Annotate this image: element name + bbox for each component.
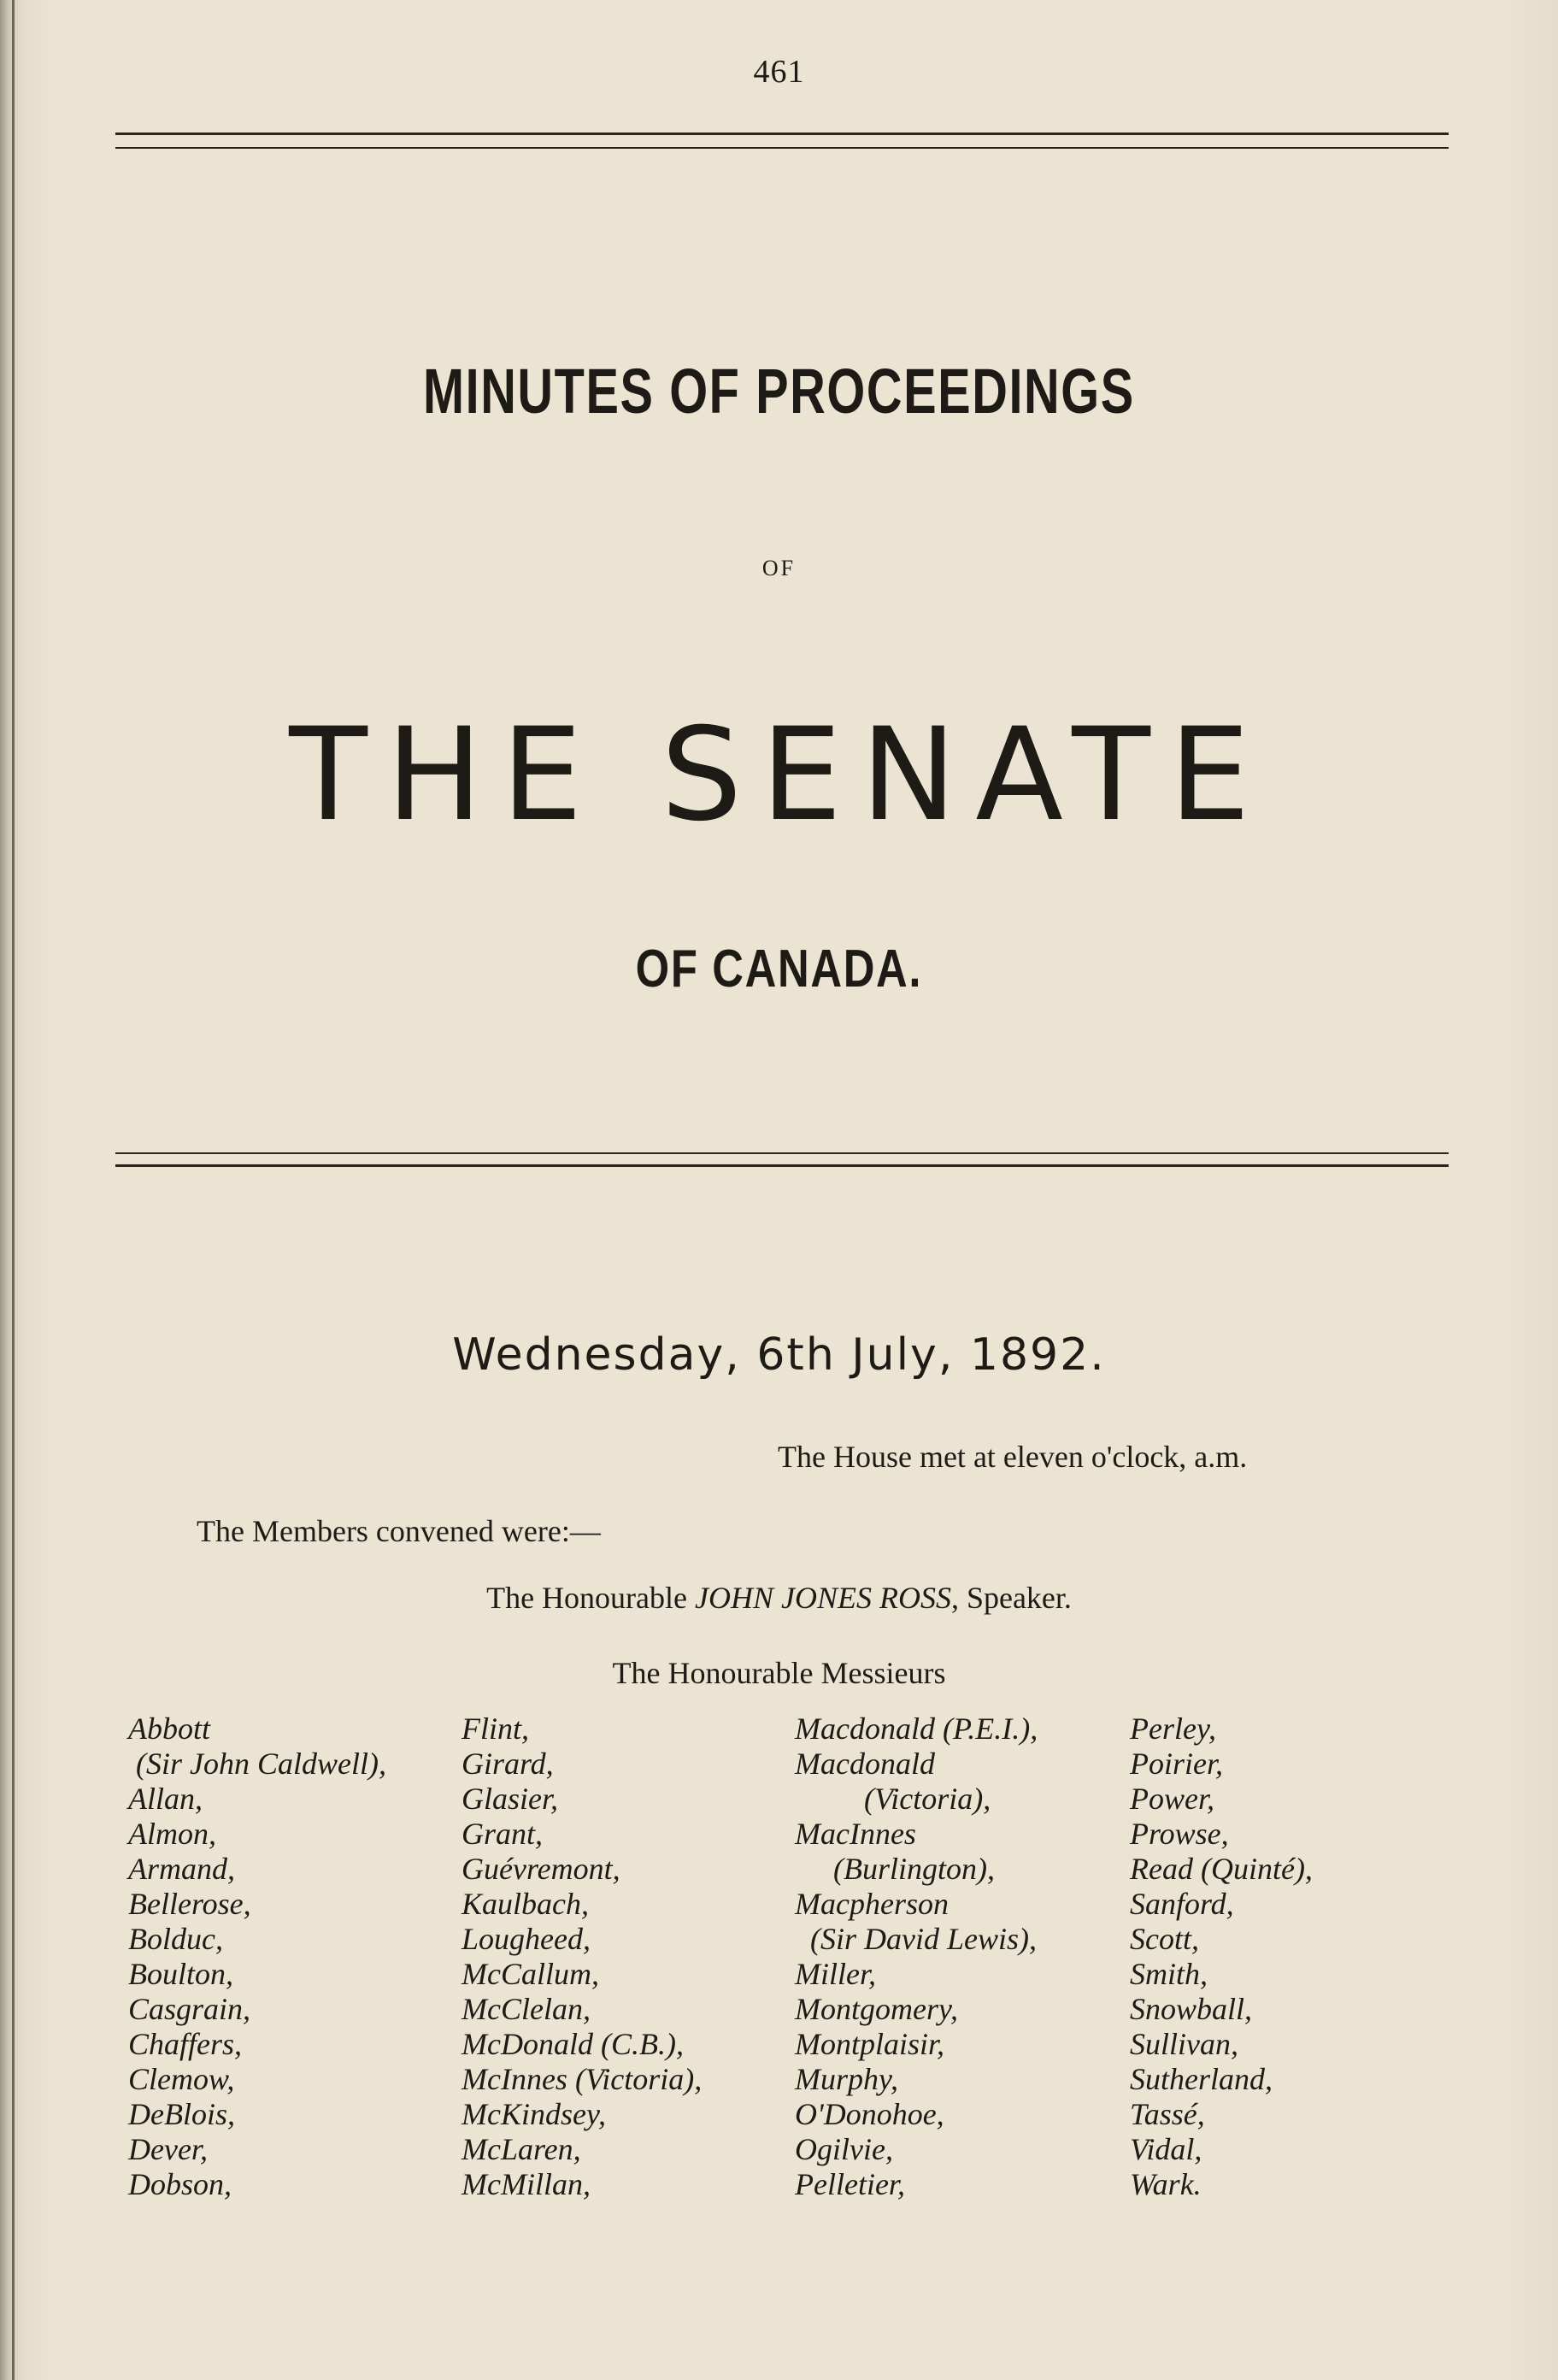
binding-edge <box>12 0 15 2380</box>
member-name: McCallum, <box>462 1957 599 1991</box>
member-name: Perley, <box>1130 1711 1216 1746</box>
member-name: (Burlington), <box>795 1852 995 1886</box>
member-name: Bellerose, <box>128 1887 251 1921</box>
member-name: Chaffers, <box>128 2027 243 2061</box>
member-name: Read (Quinté), <box>1130 1852 1313 1886</box>
honourable-messieurs-label: The Honourable Messieurs <box>612 1656 946 1690</box>
top-rule-thick <box>115 133 1449 135</box>
member-name: DeBlois, <box>128 2097 235 2131</box>
member-name: Allan, <box>128 1782 203 1816</box>
member-name: Snowball, <box>1130 1992 1253 2026</box>
member-name: Murphy, <box>795 2062 898 2096</box>
member-name: Sanford, <box>1130 1887 1234 1921</box>
member-name: McInnes (Victoria), <box>462 2062 703 2096</box>
member-name: Macpherson <box>795 1887 949 1921</box>
member-name: Clemow, <box>128 2062 235 2096</box>
member-name: (Sir David Lewis), <box>795 1922 1037 1956</box>
member-name: McDonald (C.B.), <box>462 2027 684 2061</box>
member-name: Boulton, <box>128 1957 233 1991</box>
member-name: Lougheed, <box>462 1922 591 1956</box>
member-name: Prowse, <box>1130 1817 1229 1851</box>
member-name: Almon, <box>128 1817 216 1851</box>
senate-heading: THE SENATE <box>289 701 1269 850</box>
member-name: Flint, <box>462 1711 529 1746</box>
member-name: McLaren, <box>462 2132 581 2166</box>
member-name: Girard, <box>462 1747 554 1781</box>
title-connector: OF <box>761 556 797 580</box>
document-title: MINUTES OF PROCEEDINGS <box>422 356 1135 427</box>
member-name: Guévremont, <box>462 1852 620 1886</box>
member-name: (Victoria), <box>795 1782 991 1816</box>
member-name: Montplaisir, <box>795 2027 945 2061</box>
speaker-line <box>0 1580 1558 1616</box>
member-name: Kaulbach, <box>462 1887 589 1921</box>
member-name: Smith, <box>1130 1957 1208 1991</box>
member-name: Power, <box>1130 1782 1214 1816</box>
member-name: (Sir John Caldwell), <box>128 1747 386 1781</box>
member-name: Wark. <box>1130 2167 1202 2201</box>
member-name: Abbott <box>128 1711 210 1746</box>
members-column-1 <box>128 1711 386 2202</box>
member-name: Bolduc, <box>128 1922 223 1956</box>
member-name: O'Donohoe, <box>795 2097 944 2131</box>
house-met-time: The House met at eleven o'clock, a.m. <box>778 1440 1248 1474</box>
member-name: Macdonald (P.E.I.), <box>795 1711 1038 1746</box>
speaker-prefix: The Honourable <box>486 1581 695 1615</box>
member-name: MacInnes <box>795 1817 916 1851</box>
member-name: Sullivan, <box>1130 2027 1238 2061</box>
member-name: Macdonald <box>795 1747 935 1781</box>
member-name: Dever, <box>128 2132 208 2166</box>
mid-rule-top <box>115 1152 1449 1154</box>
member-name: Scott, <box>1130 1922 1199 1956</box>
member-name: McMillan, <box>462 2167 591 2201</box>
member-name: McKindsey, <box>462 2097 606 2131</box>
members-column-4 <box>1130 1711 1313 2202</box>
speaker-suffix: , Speaker. <box>950 1581 1072 1615</box>
page-number: 461 <box>753 54 805 90</box>
member-name: Tassé, <box>1130 2097 1205 2131</box>
mid-rule-bottom <box>115 1164 1449 1167</box>
canada-heading: OF CANADA. <box>635 940 923 999</box>
member-name: Dobson, <box>128 2167 232 2201</box>
member-name: Glasier, <box>462 1782 559 1816</box>
members-list <box>128 1711 1461 2224</box>
members-column-2 <box>462 1711 702 2202</box>
sitting-date: Wednesday, 6th July, 1892. <box>452 1329 1106 1381</box>
member-name: Grant, <box>462 1817 544 1851</box>
member-name: Vidal, <box>1130 2132 1202 2166</box>
member-name: Montgomery, <box>795 1992 958 2026</box>
member-name: Poirier, <box>1130 1747 1224 1781</box>
top-rule-thin <box>115 147 1449 149</box>
member-name: Casgrain, <box>128 1992 251 2026</box>
member-name: Armand, <box>128 1852 235 1886</box>
member-name: Sutherland, <box>1130 2062 1273 2096</box>
member-name: Miller, <box>795 1957 876 1991</box>
members-convened-label: The Members convened were:— <box>197 1514 601 1548</box>
member-name: Ogilvie, <box>795 2132 893 2166</box>
speaker-name: JOHN JONES ROSS <box>695 1581 951 1615</box>
member-name: McClelan, <box>462 1992 591 2026</box>
member-name: Pelletier, <box>795 2167 905 2201</box>
members-column-3 <box>795 1711 1038 2202</box>
